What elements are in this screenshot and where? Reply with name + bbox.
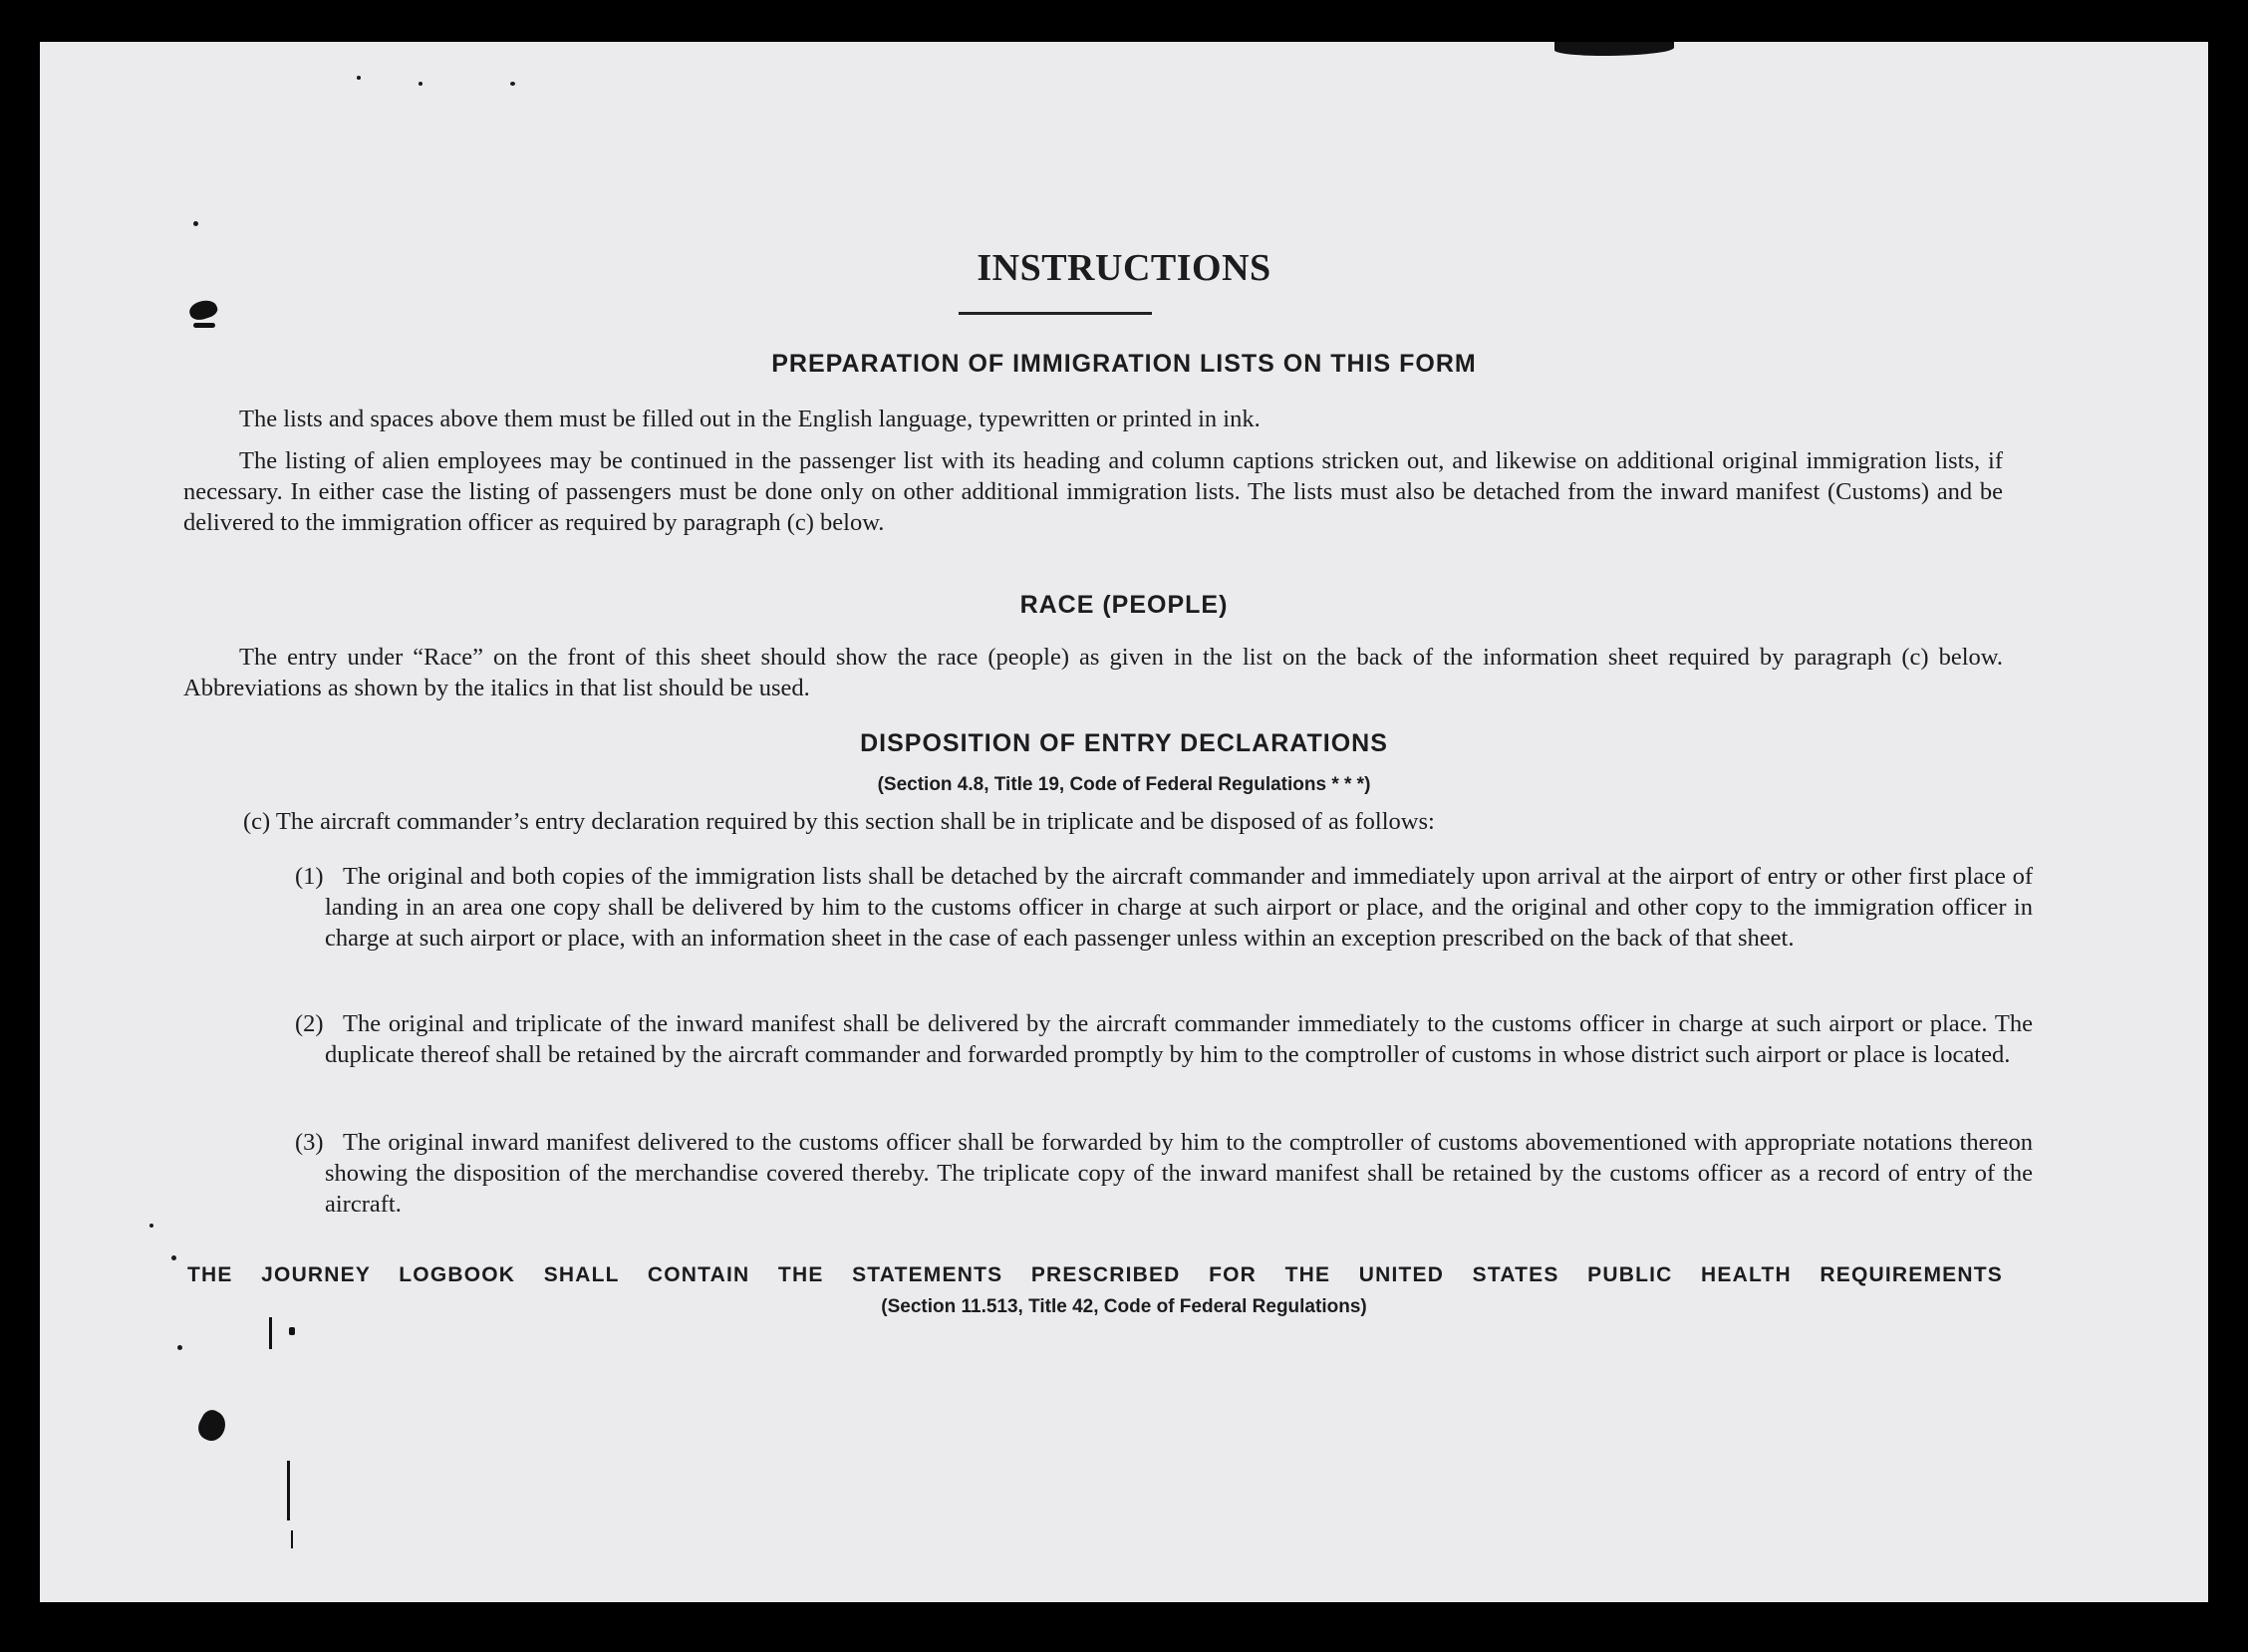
list-item-2 — [295, 1008, 2033, 1070]
paragraph-race-entry: The entry under “Race” on the front of this sheet should show the race (people) as given in the list on the back of the information sheet required by paragraph (c) below. Abbreviations as shown by the italics in that list should be used. — [183, 644, 2003, 701]
ink-smudge — [187, 297, 219, 323]
ink-mark — [269, 1317, 272, 1349]
ink-smudge — [193, 1407, 230, 1446]
paragraph-commander-declaration: (c) The aircraft commander’s entry declaration required by this section shall be in triplicate and be disposed of as follows: — [243, 808, 1435, 835]
section-heading-disposition: DISPOSITION OF ENTRY DECLARATIONS — [860, 729, 1388, 757]
speck — [510, 82, 515, 86]
ink-mark — [291, 1530, 293, 1548]
list-item-1 — [295, 861, 2033, 954]
list-item-number: (1) — [295, 863, 324, 890]
speck — [149, 1224, 153, 1228]
list-item-text: The original inward manifest delivered to the customs officer shall be forwarded by him to the comptroller of customs abovementioned with appropriate notations thereon showing the disposition of the merchandise covered thereby. The triplicate copy of the inward manifest shall be retained by the customs officer as a record of entry of the aircraft. — [325, 1129, 2033, 1218]
section-heading-race: RACE (PEOPLE) — [1019, 591, 1229, 619]
speck — [171, 1255, 176, 1260]
section-citation: (Section 4.8, Title 19, Code of Federal Regulations * * *) — [877, 774, 1371, 795]
document-page — [40, 42, 2208, 1602]
list-item-number: (2) — [295, 1010, 324, 1037]
ink-smudge — [193, 323, 215, 328]
speck — [357, 76, 361, 80]
health-requirements-citation: (Section 11.513, Title 42, Code of Federal Regulations) — [881, 1296, 1367, 1317]
ink-smudge — [1554, 42, 1674, 56]
health-requirements-notice: THE JOURNEY LOGBOOK SHALL CONTAIN THE STATEMENTS PRESCRIBED FOR THE UNITED STATES PUBLIC HEALTH REQUIREMENTS — [187, 1263, 2003, 1286]
list-item-text: The original and both copies of the immigration lists shall be detached by the aircraft commander and immediately upon arrival at the airport of entry or other first place of landing in an area one copy shall be delivered by him to the customs officer in charge at such airport or place, and the original and other copy to the immigration officer in charge at such airport or place, with an information sheet in the case of each passenger unless within an exception prescribed on the back of that sheet. — [325, 863, 2033, 952]
ink-mark — [289, 1327, 295, 1335]
speck — [177, 1345, 182, 1350]
section-heading-preparation: PREPARATION OF IMMIGRATION LISTS ON THIS FORM — [771, 350, 1477, 378]
speck — [193, 221, 198, 226]
speck — [419, 82, 422, 86]
list-item-3 — [295, 1127, 2033, 1220]
paragraph-english-language: The lists and spaces above them must be filled out in the English language, typewritten or printed in ink. — [239, 406, 1261, 432]
list-item-number: (3) — [295, 1129, 324, 1156]
page-title: INSTRUCTIONS — [977, 247, 1271, 289]
ink-mark — [287, 1461, 290, 1520]
paragraph-alien-employees: The listing of alien employees may be continued in the passenger list with its heading and column captions stricken out, and likewise on additional original immigration lists, if necessary. In either case the listing of passengers must be done only on other additional immigration lists. The lists must also be detached from the inward manifest (Customs) and be delivered to the immigration officer as required by paragraph (c) below. — [183, 447, 2003, 536]
list-item-text: The original and triplicate of the inward manifest shall be delivered by the aircraft commander immediately to the customs officer in charge at such airport or place. The duplicate thereof shall be retained by the aircraft commander and forwarded promptly by him to the comptroller of customs in whose district such airport or place is located. — [325, 1010, 2033, 1068]
title-underline — [959, 312, 1152, 315]
